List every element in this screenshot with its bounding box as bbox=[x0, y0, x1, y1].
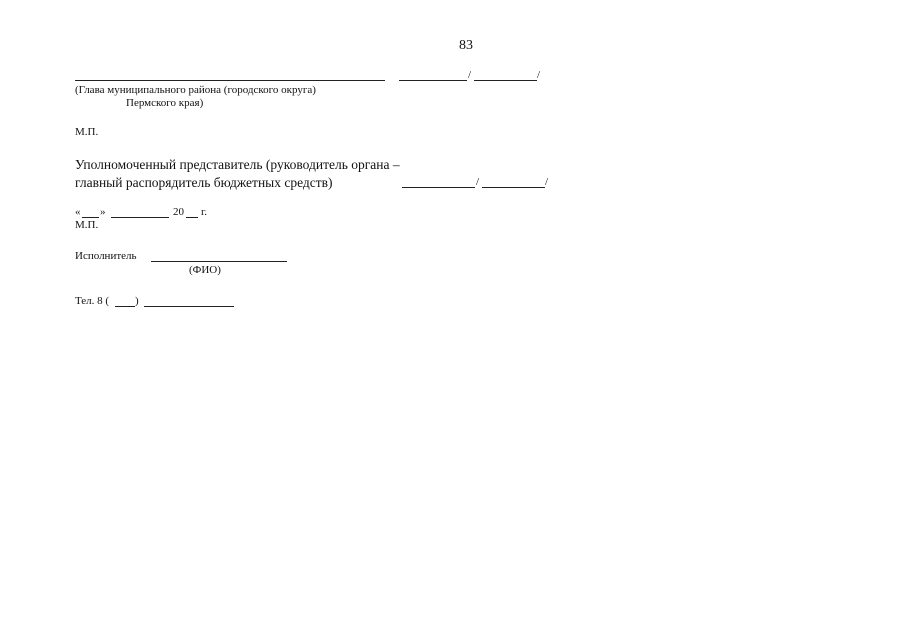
representative-signature-line-1 bbox=[402, 187, 475, 188]
representative-signature-slash-2: / bbox=[545, 176, 549, 188]
stamp-label-1: М.П. bbox=[75, 126, 99, 138]
executor-caption: (ФИО) bbox=[189, 264, 221, 276]
phone-number-line bbox=[144, 306, 234, 307]
phone-close-paren: ) bbox=[135, 295, 139, 307]
date-year-line bbox=[186, 217, 198, 218]
representative-line2: главный распорядитель бюджетных средств) bbox=[75, 175, 333, 190]
phone-label: Тел. 8 ( bbox=[75, 295, 110, 307]
page-number: 83 bbox=[459, 38, 473, 53]
date-year-suffix: г. bbox=[201, 206, 208, 218]
head-signature-slash-1: / bbox=[468, 69, 472, 81]
stamp-label-2: М.П. bbox=[75, 219, 99, 231]
date-close-quote: » bbox=[100, 206, 106, 218]
representative-signature-line-2 bbox=[482, 187, 545, 188]
executor-label: Исполнитель bbox=[75, 250, 137, 262]
head-signature-line-2 bbox=[474, 80, 537, 81]
representative-line1: Уполномоченный представитель (руководитель органа – bbox=[75, 157, 400, 172]
date-month-line bbox=[111, 217, 169, 218]
head-caption-line2: Пермского края) bbox=[126, 97, 204, 109]
date-year-prefix: 20 bbox=[173, 206, 184, 218]
head-caption-line1: (Глава муниципального района (городского округа) bbox=[75, 84, 316, 96]
representative-signature-slash-1: / bbox=[476, 176, 480, 188]
date-day-line bbox=[82, 217, 99, 218]
phone-code-line bbox=[115, 306, 135, 307]
date-open-quote: « bbox=[75, 206, 81, 218]
head-signature-line-1 bbox=[399, 80, 467, 81]
head-signature-slash-2: / bbox=[537, 69, 541, 81]
executor-name-line bbox=[151, 261, 287, 262]
head-name-line bbox=[75, 80, 385, 81]
